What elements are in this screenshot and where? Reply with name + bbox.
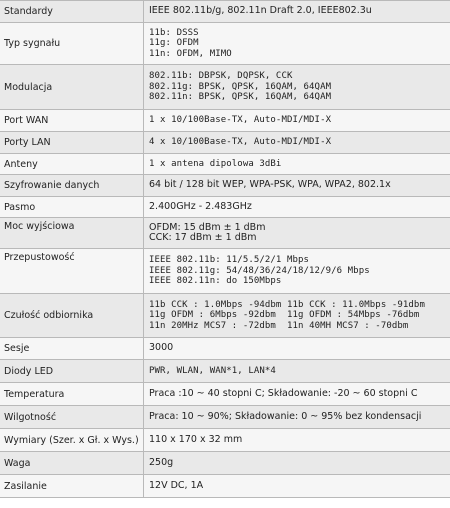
table-row (0, 1, 450, 23)
sensitivity-line (149, 300, 445, 311)
value-line: OFDM: 15 dBm ± 1 dBm (149, 221, 266, 233)
value-line: 3000 (149, 342, 174, 354)
table-row (0, 175, 450, 197)
table-row (0, 294, 450, 338)
sensitivity-line (149, 310, 445, 321)
value-line: IEEE 802.11b: 11/5.5/2/1 Mbps (149, 255, 310, 266)
row-value (144, 175, 450, 196)
value-line: 802.11b: DBPSK, DQPSK, CCK (149, 71, 293, 82)
table-row (0, 475, 450, 498)
row-value (144, 475, 450, 497)
table-row (0, 65, 450, 110)
row-label: Anteny (0, 154, 144, 174)
value-line: 802.11g: BPSK, QPSK, 16QAM, 64QAM (149, 81, 332, 92)
table-row (0, 154, 450, 175)
table-row (0, 383, 450, 406)
row-label: Temperatura (0, 383, 144, 405)
row-label: Waga (0, 452, 144, 474)
value-line: 4 x 10/100Base-TX, Auto-MDI/MDI-X (149, 137, 332, 148)
row-label: Porty LAN (0, 132, 144, 153)
value-line: 12V DC, 1A (149, 479, 204, 491)
row-value (144, 249, 450, 293)
table-row (0, 132, 450, 154)
row-value (144, 360, 450, 382)
table-row (0, 360, 450, 383)
row-label: Szyfrowanie danych (0, 175, 144, 196)
row-value (144, 23, 450, 64)
row-label: Standardy (0, 1, 144, 22)
value-line: PWR, WLAN, WAN*1, LAN*4 (149, 365, 276, 376)
table-row (0, 429, 450, 452)
row-value (144, 197, 450, 217)
row-value (144, 338, 450, 359)
row-label: Port WAN (0, 110, 144, 131)
sensitivity-value: 11b CCK : 11.0Mbps -91dbm (287, 299, 425, 310)
value-line: 1 x 10/100Base-TX, Auto-MDI/MDI-X (149, 115, 332, 126)
value-line: 11b: DSSS (149, 27, 199, 38)
value-line: 250g (149, 456, 174, 468)
table-row (0, 110, 450, 132)
row-label: Czułość odbiornika (0, 294, 144, 337)
sensitivity-value: 11n 40MH MCS7 : -70dbm (287, 320, 409, 331)
row-value (144, 132, 450, 153)
row-value (144, 383, 450, 405)
row-label: Sesje (0, 338, 144, 359)
value-line: 802.11n: BPSK, QPSK, 16QAM, 64QAM (149, 92, 332, 103)
sensitivity-value: 11n 20MHz MCS7 : -72dbm (149, 320, 276, 331)
value-line: IEEE 802.11g: 54/48/36/24/18/12/9/6 Mbps (149, 265, 370, 276)
row-label: Wilgotność (0, 406, 144, 428)
row-label: Diody LED (0, 360, 144, 382)
value-line: 1 x antena dipolowa 3dBi (149, 158, 282, 169)
value-line: CCK: 17 dBm ± 1 dBm (149, 232, 257, 243)
row-value (144, 429, 450, 451)
value-line: Praca :10 ~ 40 stopni C; Składowanie: -20 ~ 60 stopni C (149, 387, 418, 399)
table-row (0, 197, 450, 218)
row-value (144, 218, 450, 248)
value-line: 11g: OFDM (149, 38, 199, 49)
sensitivity-value: 11b CCK : 1.0Mbps -94dbm (149, 299, 282, 310)
row-label: Zasilanie (0, 475, 144, 497)
row-value (144, 65, 450, 109)
row-value (144, 110, 450, 131)
table-row (0, 338, 450, 360)
value-line: IEEE 802.11n: do 150Mbps (149, 276, 282, 287)
sensitivity-line (149, 321, 445, 332)
value-line: IEEE 802.11b/g, 802.11n Draft 2.0, IEEE802.3u (149, 5, 372, 17)
value-line: 64 bit / 128 bit WEP, WPA-PSK, WPA, WPA2, 802.1x (149, 179, 391, 191)
value-line: 11n: OFDM, MIMO (149, 48, 232, 59)
row-value (144, 406, 450, 428)
table-row (0, 218, 450, 249)
row-label: Wymiary (Szer. x Gł. x Wys.) (0, 429, 144, 451)
value-line: 2.400GHz - 2.483GHz (149, 200, 252, 212)
row-label: Pasmo (0, 197, 144, 217)
row-label: Moc wyjściowa (0, 218, 144, 248)
row-value (144, 1, 450, 22)
table-row (0, 452, 450, 475)
value-line: Praca: 10 ~ 90%; Składowanie: 0 ~ 95% bez kondensacji (149, 410, 422, 422)
sensitivity-value: 11g OFDM : 54Mbps -76dbm (287, 310, 420, 321)
row-value (144, 452, 450, 474)
table-row (0, 23, 450, 65)
row-label: Modulacja (0, 65, 144, 109)
row-value (144, 154, 450, 174)
row-label: Przepustowość (0, 249, 144, 293)
table-row (0, 249, 450, 294)
row-value (144, 294, 450, 337)
row-label: Typ sygnału (0, 23, 144, 64)
table-row (0, 406, 450, 429)
value-line: 110 x 170 x 32 mm (149, 433, 243, 445)
sensitivity-value: 11g OFDM : 6Mbps -92dbm (149, 310, 276, 321)
